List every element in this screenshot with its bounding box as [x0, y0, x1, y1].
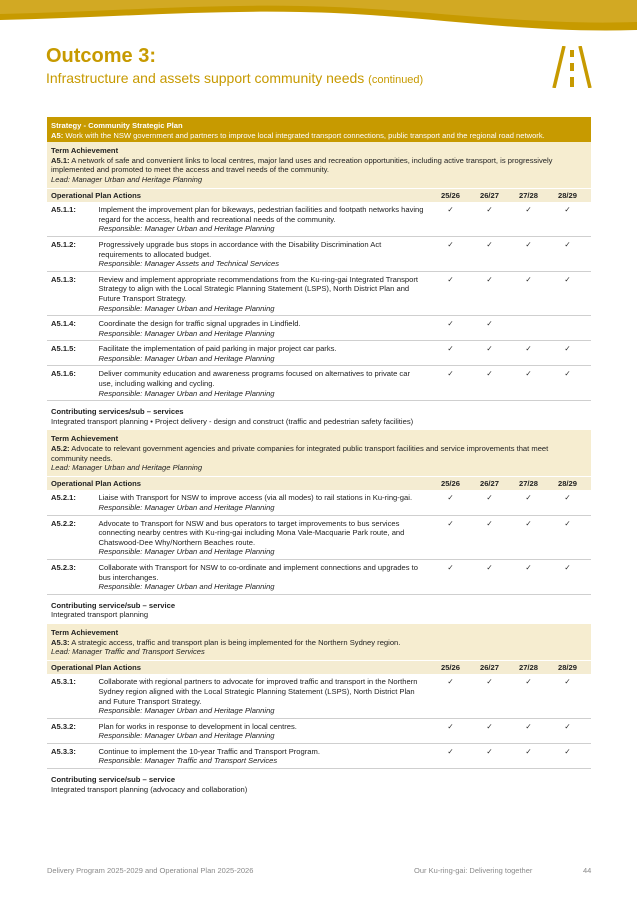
strategy-line: [51, 131, 587, 141]
sections: [47, 142, 591, 798]
action-description: [98, 563, 425, 592]
action-responsible: Responsible: Manager Urban and Heritage Planning: [98, 388, 275, 398]
action-row: [47, 341, 591, 366]
action-description: [98, 344, 425, 363]
year-header: 25/26: [440, 478, 460, 488]
check-icon: ✓: [525, 205, 532, 215]
term-lead: [51, 647, 587, 657]
check-icon: ✓: [486, 205, 493, 215]
check-icon: ✓: [486, 493, 493, 503]
action-row: [47, 366, 591, 401]
action-description: [98, 493, 425, 512]
action-description: [98, 677, 425, 715]
check-icon: ✓: [447, 493, 454, 503]
action-responsible: Responsible: Manager Urban and Heritage Planning: [98, 328, 275, 338]
check-icon: ✓: [525, 344, 532, 354]
action-responsible: Responsible: Manager Urban and Heritage Planning: [98, 706, 275, 716]
year-header: 25/26: [440, 190, 460, 200]
term-achievement: [47, 430, 591, 475]
footer-left: Delivery Program 2025-2029 and Operational Plan 2025-2026: [47, 866, 254, 875]
check-icon: ✓: [486, 721, 493, 731]
check-icon: ✓: [564, 721, 571, 731]
check-icon: ✓: [525, 746, 532, 756]
action-responsible: Responsible: Manager Urban and Heritage Planning: [98, 303, 275, 313]
check-icon: ✓: [486, 319, 493, 329]
action-text: Collaborate with Transport for NSW to co-ordinate and implement connections and upgrades to bus interchanges.: [98, 562, 419, 582]
title-block: [46, 45, 423, 89]
action-code: A5.1.5:: [51, 344, 76, 354]
actions-heading: Operational Plan Actions: [51, 190, 142, 200]
strategy-code: A5:: [51, 130, 64, 140]
check-icon: ✓: [525, 369, 532, 379]
action-code: A5.1.1:: [51, 205, 76, 215]
action-row: [47, 237, 591, 272]
term-code: A5.3:: [51, 637, 70, 647]
check-icon: ✓: [564, 746, 571, 756]
action-description: [98, 319, 425, 338]
action-responsible: Responsible: Manager Traffic and Transport Services: [98, 756, 278, 766]
action-text: Coordinate the design for traffic signal upgrades in Lindfield.: [98, 319, 301, 329]
check-icon: ✓: [564, 239, 571, 249]
check-icon: ✓: [447, 205, 454, 215]
lead-text: Lead: Manager Urban and Heritage Planning: [51, 174, 203, 184]
year-header: 25/26: [440, 662, 460, 672]
contrib-heading: Contributing service/sub – service: [51, 775, 176, 785]
check-icon: ✓: [447, 344, 454, 354]
check-icon: ✓: [564, 562, 571, 572]
action-code: A5.2.1:: [51, 493, 76, 503]
action-code: A5.2.2:: [51, 518, 76, 528]
check-icon: ✓: [564, 677, 571, 687]
year-header: 26/27: [479, 478, 499, 488]
actions-heading: Operational Plan Actions: [51, 662, 142, 672]
action-responsible: Responsible: Manager Urban and Heritage Planning: [98, 224, 275, 234]
check-icon: ✓: [486, 239, 493, 249]
action-code: A5.3.1:: [51, 677, 76, 687]
contrib-text: Integrated transport planning (advocacy and collaboration): [51, 784, 248, 794]
check-icon: ✓: [564, 369, 571, 379]
term-text: Advocate to relevant government agencies and private companies for integrated public transport facilities and service improvements that meet community needs.: [51, 444, 549, 463]
action-row: [47, 272, 591, 316]
term-text: A network of safe and convenient links to local centres, major land uses and recreation opportunities, including active transport, is progressively implemented and promoted to meet the access and travel needs of the community.: [51, 155, 553, 175]
page-subtitle: [46, 69, 423, 89]
check-icon: ✓: [486, 562, 493, 572]
contrib-text: Integrated transport planning: [51, 610, 149, 620]
check-icon: ✓: [525, 562, 532, 572]
actions-heading: Operational Plan Actions: [51, 478, 142, 488]
road-icon: [552, 46, 592, 88]
action-responsible: Responsible: Manager Urban and Heritage Planning: [98, 582, 275, 592]
contributing-services: [47, 401, 591, 430]
action-row: [47, 202, 591, 237]
term-code: A5.1:: [51, 155, 70, 165]
check-icon: ✓: [486, 677, 493, 687]
action-ticks: [431, 722, 587, 741]
contributing-services: [47, 769, 591, 798]
contrib-heading: Contributing service/sub – service: [51, 600, 176, 610]
action-text: Progressively upgrade bus stops in accordance with the Disability Discrimination Act requirements to allocated budget.: [98, 239, 382, 259]
action-description: [98, 747, 425, 766]
action-ticks: [431, 205, 587, 234]
check-icon: ✓: [564, 274, 571, 284]
check-icon: ✓: [486, 369, 493, 379]
check-icon: [548, 319, 587, 338]
action-code: A5.1.4:: [51, 319, 76, 329]
strategy-title: Strategy - Community Strategic Plan: [51, 121, 183, 130]
action-ticks: [431, 319, 587, 338]
term-lead: [51, 175, 587, 185]
action-ticks: [431, 747, 587, 766]
action-row: [47, 719, 591, 744]
year-header: 27/28: [518, 662, 538, 672]
check-icon: ✓: [564, 518, 571, 528]
action-text: Continue to implement the 10-year Traffic and Transport Program.: [98, 746, 320, 756]
strategy-text: Work with the NSW government and partners to improve local integrated transport connections, public transport and the regional road network.: [65, 130, 545, 140]
action-responsible: Responsible: Manager Urban and Heritage Planning: [98, 503, 275, 512]
action-row: [47, 516, 591, 560]
action-responsible: Responsible: Manager Assets and Technical Services: [98, 259, 280, 269]
year-header: 27/28: [518, 190, 538, 200]
action-code: A5.1.6:: [51, 369, 76, 379]
action-ticks: [431, 344, 587, 363]
action-code: A5.1.3:: [51, 274, 76, 284]
year-header: 28/29: [557, 478, 577, 488]
action-ticks: [431, 275, 587, 313]
check-icon: ✓: [447, 746, 454, 756]
content: [47, 117, 591, 798]
actions-header: [47, 476, 591, 491]
action-description: [98, 240, 425, 269]
page-title: Outcome 3:: [46, 45, 157, 67]
check-icon: ✓: [525, 239, 532, 249]
action-code: A5.2.3:: [51, 562, 76, 572]
action-description: [98, 722, 425, 741]
action-description: [98, 519, 425, 557]
action-row: [47, 316, 591, 341]
action-ticks: [431, 493, 587, 512]
action-text: Plan for works in response to development in local centres.: [98, 721, 297, 731]
action-code: A5.3.3:: [51, 746, 76, 756]
actions-header: [47, 188, 591, 203]
page-number: 44: [583, 866, 592, 875]
year-header: 26/27: [479, 190, 499, 200]
check-icon: ✓: [525, 721, 532, 731]
term-heading: Term Achievement: [51, 434, 119, 444]
action-code: A5.3.2:: [51, 721, 76, 731]
action-text: Review and implement appropriate recommendations from the Ku-ring-gai Integrated Transport Strategy to align with the Local Strategic Planning Statement (LSPS), North District Plan and Future Transport Strategy.: [98, 274, 419, 303]
term-line: [51, 156, 587, 175]
footer-right: Our Ku-ring-gai: Delivering together: [414, 866, 533, 875]
action-description: [98, 205, 425, 234]
action-ticks: [431, 563, 587, 592]
contrib-heading: Contributing services/sub – services: [51, 407, 184, 417]
year-header: 26/27: [479, 662, 499, 672]
action-description: [98, 275, 425, 313]
strategy-box: [47, 117, 591, 142]
check-icon: ✓: [447, 518, 454, 528]
check-icon: ✓: [447, 319, 454, 329]
term-achievement: [47, 624, 591, 660]
action-description: [98, 369, 425, 398]
action-text: Implement the improvement plan for bikeways, pedestrian facilities and footpath networks having regard for the access, health and recreational needs of the community.: [98, 205, 424, 224]
check-icon: ✓: [564, 344, 571, 354]
contrib-text: Integrated transport planning • Project delivery - design and construct (traffic and pedestrian safety facilities): [51, 416, 414, 426]
action-text: Deliver community education and awareness programs focused on alternatives to private car use, including walking and cycling.: [98, 369, 410, 389]
check-icon: ✓: [525, 677, 532, 687]
term-code: A5.2:: [51, 444, 70, 454]
term-line: [51, 638, 587, 648]
check-icon: ✓: [525, 274, 532, 284]
action-ticks: [431, 519, 587, 557]
check-icon: ✓: [447, 721, 454, 731]
check-icon: ✓: [525, 518, 532, 528]
year-header: 28/29: [557, 190, 577, 200]
check-icon: ✓: [486, 746, 493, 756]
actions-header: [47, 660, 591, 675]
year-header: 28/29: [557, 662, 577, 672]
action-text: Facilitate the implementation of paid parking in major project car parks.: [98, 344, 337, 354]
action-row: [47, 744, 591, 769]
contributing-services: [47, 595, 591, 624]
action-text: Liaise with Transport for NSW to improve access (via all modes) to rail stations in Ku-ring-gai.: [98, 493, 413, 503]
check-icon: ✓: [525, 493, 532, 503]
action-ticks: [431, 677, 587, 715]
check-icon: ✓: [447, 239, 454, 249]
check-icon: ✓: [564, 493, 571, 503]
term-text: A strategic access, traffic and transport plan is being implemented for the Northern Sydney region.: [71, 637, 401, 647]
check-icon: ✓: [447, 369, 454, 379]
action-ticks: [431, 369, 587, 398]
check-icon: ✓: [486, 518, 493, 528]
check-icon: ✓: [486, 274, 493, 284]
action-row: [47, 490, 591, 515]
header-banner: [0, 0, 637, 34]
lead-text: Lead: Manager Urban and Heritage Planning: [51, 463, 203, 473]
check-icon: ✓: [447, 677, 454, 687]
action-responsible: Responsible: Manager Urban and Heritage Planning: [98, 353, 275, 363]
term-heading: Term Achievement: [51, 146, 119, 156]
term-line: [51, 444, 587, 463]
action-responsible: Responsible: Manager Urban and Heritage Planning: [98, 547, 275, 557]
action-text: Collaborate with regional partners to advocate for improved traffic and transport in the Northern Sydney region aligned with the Local Strategic Planning Statement (LSPS), North District Plan and Future Transport Strategy.: [98, 677, 418, 706]
subtitle-text: Infrastructure and assets support community needs: [46, 70, 365, 86]
check-icon: [509, 319, 548, 338]
action-code: A5.1.2:: [51, 239, 76, 249]
action-row: [47, 560, 591, 595]
action-ticks: [431, 240, 587, 269]
subtitle-continued: (continued): [368, 74, 424, 86]
term-lead: [51, 463, 587, 473]
check-icon: ✓: [564, 205, 571, 215]
term-achievement: [47, 142, 591, 187]
action-text: Advocate to Transport for NSW and bus operators to target improvements to bus services connecting nearby centres with Ku-ring-gai including Mona Vale-Macquarie Park route, and Chatswood-Dee Why/Northern Beaches route.: [98, 518, 405, 547]
check-icon: ✓: [486, 344, 493, 354]
lead-text: Lead: Manager Traffic and Transport Services: [51, 647, 205, 657]
check-icon: ✓: [447, 562, 454, 572]
year-header: 27/28: [518, 478, 538, 488]
action-responsible: Responsible: Manager Urban and Heritage Planning: [98, 731, 275, 741]
action-row: [47, 674, 591, 718]
check-icon: ✓: [447, 274, 454, 284]
term-heading: Term Achievement: [51, 627, 119, 637]
